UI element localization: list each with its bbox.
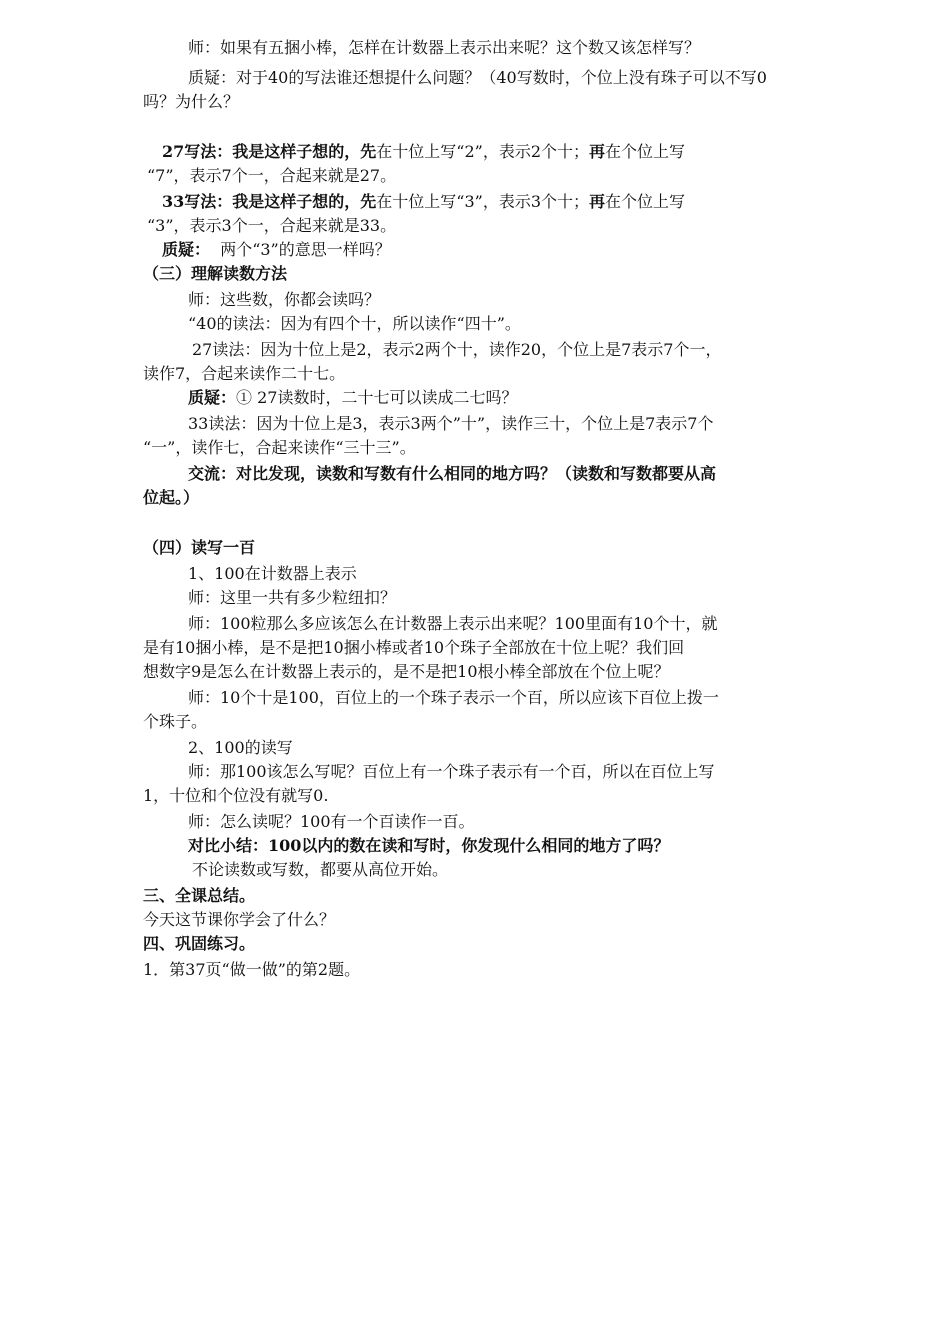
line-15: 33读法：因为十位上是3，表示3两个”十”，读作三十，个位上是7表示7个 xyxy=(188,414,714,433)
line-21: 师：这里一共有多少粒纽扣？ xyxy=(188,588,397,607)
bold-part: 再 xyxy=(589,192,606,211)
line-18: 位起。） xyxy=(143,488,200,507)
line-16: “一”，读作七，合起来读作“三十三”。 xyxy=(143,438,416,457)
section-heading-3: （三）理解读数方法 xyxy=(143,264,288,283)
text-part: 在十位上写“3”，表示3个十； xyxy=(376,192,590,211)
line-24: 想数字9是怎么在计数器上表示的，是不是把10根小棒全部放在个位上呢？ xyxy=(143,662,670,681)
text-part: 在个位上写 xyxy=(605,192,686,211)
line-36: 1．第37页“做一做”的第2题。 xyxy=(143,960,361,979)
line-5: “7”，表示7个一，合起来就是27。 xyxy=(147,166,397,185)
line-34: 今天这节课你学会了什么？ xyxy=(143,910,336,929)
line-30: 师：怎么读呢？100有一个百读作一百。 xyxy=(188,812,475,831)
line-12: 27读法：因为十位上是2，表示2两个十，读作20，个位上是7表示7个一， xyxy=(192,340,722,359)
line-20: 1、100在计数器上表示 xyxy=(188,564,357,583)
line-17: 交流：对比发现，读数和写数有什么相同的地方吗？（读数和写数都要从高 xyxy=(188,464,717,483)
bold-part: 再 xyxy=(589,142,606,161)
line-26: 个珠子。 xyxy=(143,712,208,731)
line-7: “3”，表示3个一，合起来就是33。 xyxy=(147,216,397,235)
line-32: 不论读数或写数，都要从高位开始。 xyxy=(192,860,449,879)
line-22: 师：100粒那么多应该怎么在计数器上表示出来呢？100里面有10个十，就 xyxy=(188,614,718,633)
text-part: 在十位上写“2”，表示2个十； xyxy=(376,142,590,161)
line-28: 师：那100该怎么写呢？百位上有一个珠子表示有一个百，所以在百位上写 xyxy=(188,762,715,781)
text-part: 两个“3”的意思一样吗？ xyxy=(210,240,391,259)
bold-part: 27写法：我是这样子想的，先 xyxy=(162,142,377,161)
line-14 xyxy=(188,386,517,410)
line-25: 师：10个十是100，百位上的一个珠子表示一个百，所以应该下百位上拨一 xyxy=(188,688,719,707)
line-29: 1，十位和个位没有就写0. xyxy=(143,786,329,805)
bold-part: 质疑： xyxy=(162,240,211,259)
section-heading-practice: 四、巩固练习。 xyxy=(143,934,256,953)
line-23: 是有10捆小棒，是不是把10捆小棒或者10个珠子全部放在十位上呢？我们回 xyxy=(143,638,685,657)
line-6 xyxy=(162,190,685,214)
line-27: 2、100的读写 xyxy=(188,738,293,757)
line-3: 吗？为什么？ xyxy=(143,92,240,111)
text-part: ① 27读数时，二十七可以读成二七吗？ xyxy=(236,388,518,407)
bold-part: 质疑： xyxy=(188,388,237,407)
line-8 xyxy=(162,238,391,262)
section-heading-4: （四）读写一百 xyxy=(143,538,256,557)
line-13: 读作7，合起来读作二十七。 xyxy=(143,364,346,383)
line-11: “40的读法：因为有四个十，所以读作“四十”。 xyxy=(188,314,521,333)
line-1: 师：如果有五捆小棒，怎样在计数器上表示出来呢？这个数又该怎样写？ xyxy=(188,38,701,57)
line-4 xyxy=(162,140,685,164)
section-heading-summary: 三、全课总结。 xyxy=(143,886,256,905)
text-part: 在个位上写 xyxy=(605,142,686,161)
bold-part: 33写法：我是这样子想的，先 xyxy=(162,192,377,211)
line-10: 师：这些数，你都会读吗？ xyxy=(188,290,381,309)
line-2: 质疑：对于40的写法谁还想提什么问题？（40写数时，个位上没有珠子可以不写0 xyxy=(188,68,767,87)
line-31: 对比小结：100以内的数在读和写时，你发现什么相同的地方了吗？ xyxy=(188,836,670,855)
